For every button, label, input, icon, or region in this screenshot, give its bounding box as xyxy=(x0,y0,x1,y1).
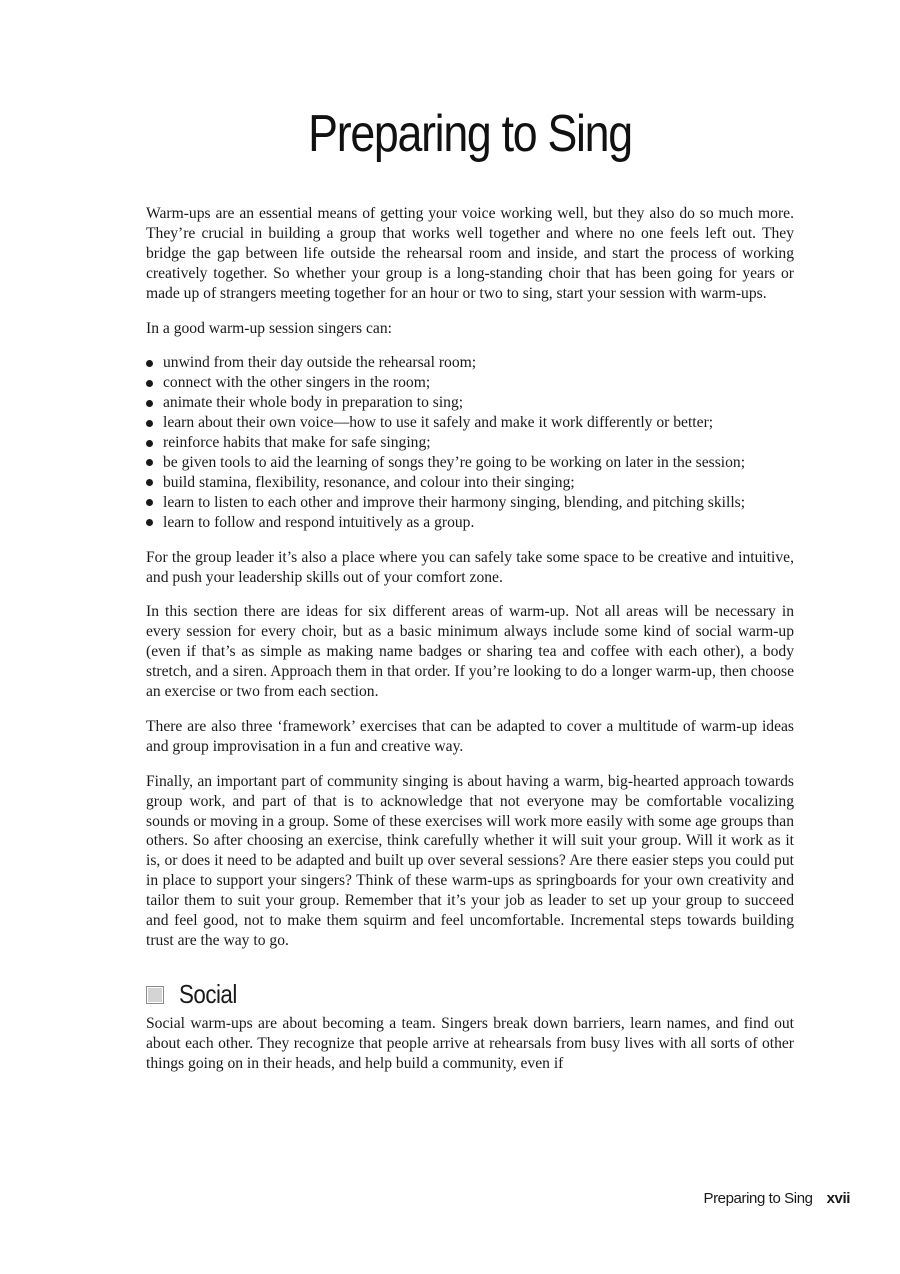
page-footer xyxy=(703,1190,850,1207)
page-body xyxy=(146,204,794,1089)
list-item: connect with the other singers in the room; xyxy=(146,373,794,393)
bullet-list-intro: In a good warm-up session singers can: xyxy=(146,319,392,337)
page-number: xvii xyxy=(826,1190,850,1207)
paragraph-group-leader: For the group leader it’s also a place where you can safely take some space to be creative and intuitive, and push your leadership skills out of your comfort zone. xyxy=(146,548,794,586)
running-title: Preparing to Sing xyxy=(703,1190,813,1207)
list-item: learn to listen to each other and improve their harmony singing, blending, and pitching skills; xyxy=(146,493,794,513)
list-item: animate their whole body in preparation to sing; xyxy=(146,393,794,413)
list-item: build stamina, flexibility, resonance, and colour into their singing; xyxy=(146,473,794,493)
section-heading-social xyxy=(146,978,794,1009)
page-title: Preparing to Sing xyxy=(308,105,632,163)
section-title: Social xyxy=(179,978,237,1009)
list-item: reinforce habits that make for safe singing; xyxy=(146,433,794,453)
paragraph-intro-warmups: Warm-ups are an essential means of getting your voice working well, but they also do so much more. They’re crucial in building a group that works well together and where no one feels left out. They bridge the gap between life outside the rehearsal room and inside, and start the process of working creatively together. So whether your group is a long-standing choir that has been going for years or made up of strangers meeting together for an hour or two to sing, start your session with warm-ups. xyxy=(146,205,794,302)
paragraph-finally: Finally, an important part of community singing is about having a warm, big-hearted approach towards group work, and part of that is to acknowledge that not everyone may be comfortable vocalizing sounds or moving in a group. Some of these exercises will work more easily with some age groups than others. So after choosing an exercise, think carefully whether it will suit your group. Will it work as it is, or does it need to be adapted and built up over several sessions? Are there easier steps you could put in place to support your singers? Think of these warm-ups as springboards for your own creativity and tailor them to suit your group. Remember that it’s your job as leader to set up your group to succeed and feel good, not to make them squirm and feel uncomfortable. Incremental steps towards building trust are the way to go. xyxy=(146,772,794,949)
list-item: be given tools to aid the learning of songs they’re going to be working on later in the session; xyxy=(146,453,794,473)
list-item: unwind from their day outside the rehearsal room; xyxy=(146,353,794,373)
list-item: learn to follow and respond intuitively as a group. xyxy=(146,513,794,533)
paragraph-six-areas: In this section there are ideas for six different areas of warm-up. Not all areas will be necessary in every session for every choir, but as a basic minimum always include some kind of social warm-up (even if that’s as simple as making name badges or sharing tea and coffee with each other), a body stretch, and a siren. Approach them in that order. If you’re looking to do a longer warm-up, then choose an exercise or two from each section. xyxy=(146,603,794,701)
paragraph-framework: There are also three ‘framework’ exercises that can be adapted to cover a multitude of warm-up ideas and group improvisation in a fun and creative way. xyxy=(146,717,794,755)
list-item: learn about their own voice—how to use it safely and make it work differently or better; xyxy=(146,413,794,433)
square-bullet-icon xyxy=(146,986,164,1004)
paragraph-social: Social warm-ups are about becoming a team. Singers break down barriers, learn names, and find out about each other. They recognize that people arrive at rehearsals from busy lives with all sorts of other things going on in their heads, and help build a community, even if xyxy=(146,1014,794,1072)
bullet-list xyxy=(146,353,794,532)
